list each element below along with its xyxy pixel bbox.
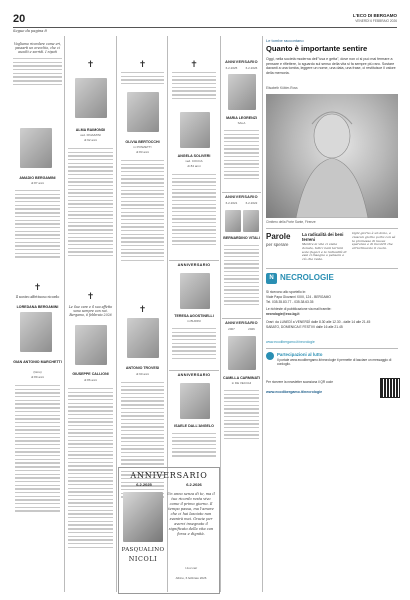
footer-brand[interactable]: www.ecodibergamo.it/necrologie	[266, 390, 323, 394]
obit-photo	[180, 112, 210, 148]
anniversary-title: ANNIVERSARIO	[130, 471, 208, 480]
anniversary-label: ANNIVERSARIO	[177, 373, 211, 377]
necrologie-title: NECROLOGIE	[280, 273, 334, 282]
obit-name: ANGELA SOLIVERI	[177, 154, 211, 158]
cross-icon: ✝	[33, 283, 42, 293]
necro-info-line: Tel. 035.35.83.77 - 035.38.63.35	[266, 299, 314, 304]
anniversary-place-date: Albino, 6 febbraio 2026	[175, 576, 207, 580]
obit-name: OLIVIA BERTOCCHI	[125, 140, 160, 144]
obit-photo	[228, 336, 256, 370]
obit-age: di 86 anni	[83, 378, 97, 382]
obit-photo	[127, 92, 159, 132]
obit-name: AMADIO BERGAMINI	[19, 176, 56, 180]
obit-sub: in BURINI	[187, 319, 201, 323]
partecipazioni-icon	[266, 352, 274, 360]
obit-age: di 89 anni	[30, 375, 44, 379]
obit-sub: SALA	[237, 121, 246, 125]
necrologie-logo: N	[266, 273, 277, 284]
anniversary-date: 6.2.2026	[245, 66, 258, 70]
necro-info-line: Viale Papa Giovanni XXIII, 124 - BERGAMO	[266, 294, 331, 299]
obit-age: di 92 anni	[83, 138, 97, 142]
obit-name: ANTONIO TROVESI	[125, 366, 160, 370]
necro-info-line: Orari: da LUNEDÌ a VENERDÌ dalle 8.30 alle 12.30 - dalle 14 alle 21.45	[266, 319, 371, 324]
obit-text: Il nostro affettuoso ricordo	[15, 295, 60, 299]
page-number: 20	[13, 13, 26, 25]
cross-icon: ✝	[190, 60, 198, 70]
obit-sub: in PONZETTI	[133, 145, 152, 149]
statue-photo	[266, 94, 398, 218]
cross-icon: ✝	[138, 305, 147, 315]
parole-title: Parole	[266, 232, 291, 241]
obit-name: GIAN ANTONIO MARCHETTI	[13, 360, 62, 364]
partecipazioni-title: Partecipazioni al lutto	[277, 352, 323, 357]
anniversary-sign: I tuoi cari	[184, 566, 198, 570]
parole-subtitle: per sperare	[266, 242, 289, 247]
obit-name: TERESA AGOSTINELLI	[174, 314, 214, 318]
section-label: Segue da pagina 8	[13, 29, 47, 33]
obit-photo	[180, 273, 210, 309]
anniversary-label: ANNIVERSARIO	[225, 321, 258, 325]
obit-name: LOREDANA BERGAMINI	[16, 305, 59, 309]
partecipazioni-text: Il portale www.ecodibergamo.it/necrologie ti permette di lasciare un messaggio di cordoglio.	[277, 358, 392, 366]
anniversary-label: ANNIVERSARIO	[225, 60, 258, 64]
obit-sub: ved. FINAZZINI	[80, 133, 101, 137]
necro-info-line: Si ricevono allo sportello in:	[266, 290, 307, 294]
anniversary-date: 6.2.2025	[225, 66, 238, 70]
cross-icon: ✝	[86, 292, 95, 302]
obit-age: di 83 anni	[135, 150, 149, 154]
feature-body: Oggi, nella società moderna dell'"usa e getta", dove non ci si può mai fermare a pensare e riflettere, lo sguardo sul senso della vita si fa sempre più raro. Sostare davanti a una tomba, leggere un nome, una data, una frase, ci restituisce il valore della memoria.	[266, 57, 396, 75]
anniversary-date: 6.2.2026	[186, 482, 202, 487]
obit-sub: ved. COCCA	[185, 159, 203, 163]
obit-name: CAMILLA CARMINATI	[223, 376, 260, 380]
anniversary-date: 2026	[248, 327, 255, 331]
anniversary-name: PASQUALINO	[121, 547, 165, 553]
anniversary-date: 6.2.2021	[225, 201, 238, 205]
anniversary-date: 6.2.2022	[245, 201, 258, 205]
obit-age: di 87 anni	[30, 181, 44, 185]
obit-name: ISAELE DALL'ANGELO	[174, 424, 214, 428]
photo-caption: Cimitero della Porte Sante, Firenze	[266, 220, 316, 224]
feature-author: Elisabeth Kübler-Ross	[266, 86, 298, 90]
obit-photo	[20, 128, 52, 168]
obit-sub: in DE VECCHI	[231, 381, 252, 385]
obit-name: ALMA RAIMONDI	[75, 128, 106, 132]
necro-info	[266, 290, 398, 330]
obit-age: di 84 anni	[187, 164, 201, 168]
column-1	[13, 36, 62, 88]
feature-kicker: Le tombe raccontano	[266, 38, 304, 43]
qr-caption: Per ricevere la newsletter scansiona il QR code	[266, 380, 333, 384]
obit-photo	[243, 210, 259, 232]
cross-icon: ✝	[86, 60, 95, 70]
necro-email[interactable]: necrologie@eco.bg.it	[266, 312, 300, 317]
anniversary-name: NICOLI	[128, 555, 158, 563]
obit-age: di 90 anni	[135, 372, 149, 376]
parole-right-text: Ogni giorno è un dono, e ciascun giorno porta con sé la promessa di nuove speranze e di incontri che arricchiscono il cuore.	[352, 231, 396, 251]
cross-icon: ✝	[138, 60, 147, 70]
obit-photo	[20, 312, 52, 352]
feature-title: Quanto è importante sentire	[266, 44, 368, 53]
obit-text: Vogliamo ricordare come eri, passarti un orecchio, che ci ascolti e sorridi. I nipoti	[13, 42, 62, 54]
necro-info-line: Le richieste di pubblicazione via mail tramite:	[266, 307, 332, 312]
obit-photo	[225, 210, 241, 232]
online-link[interactable]: www.ecodibergamo.it/necrologie	[266, 340, 315, 344]
necro-info-line: SABATO, DOMENICA E FESTIVI dalle 16 alle 21.45	[266, 324, 343, 329]
anniversary-label: ANNIVERSARIO	[177, 263, 211, 267]
header-date: VENERDÌ 6 FEBBRAIO 2026	[355, 19, 397, 23]
masthead: L'ECO DI BERGAMO	[352, 13, 397, 18]
obit-name: MARIA LEGRENZI	[226, 116, 257, 120]
parole-quote-title: La radicalità dei beni terreni	[302, 232, 344, 242]
obit-photo	[127, 318, 159, 358]
obit-name: BERNARDINO VITALI	[223, 236, 260, 240]
anniversary-date: 2007	[228, 327, 235, 331]
obit-photo	[75, 325, 107, 365]
obit-photo	[228, 74, 256, 110]
anniversary-poem: Un anno senza di te, ma il tuo ricordo resta vivo come il primo giorno. Il tempo passa, ma l'amore che ci hai lasciato non svanirà mai. Grazie per averci insegnato il significato della vita con forza e dignità.	[167, 492, 215, 536]
anniversary-date: 6.2.2025	[136, 482, 152, 487]
obit-text: Le Sue care e il suo affetto sono sempre con noi. Bergamo, 6 febbraio 2026	[68, 305, 113, 317]
obit-name: GIUSEPPE CALLIONI	[72, 372, 109, 376]
anniversary-label: ANNIVERSARIO	[225, 195, 258, 199]
parole-quote: Mentre la vita ci viene donata, tutti i beni terreni sono fugaci e la radicalità di essi ci insegna a pensare a ciò che resta.	[302, 242, 347, 262]
obit-photo	[180, 383, 210, 419]
obit-sub: (Gino)	[33, 370, 42, 374]
obit-photo	[75, 78, 107, 118]
anniversary-photo	[123, 492, 163, 542]
qr-code[interactable]	[380, 378, 400, 398]
